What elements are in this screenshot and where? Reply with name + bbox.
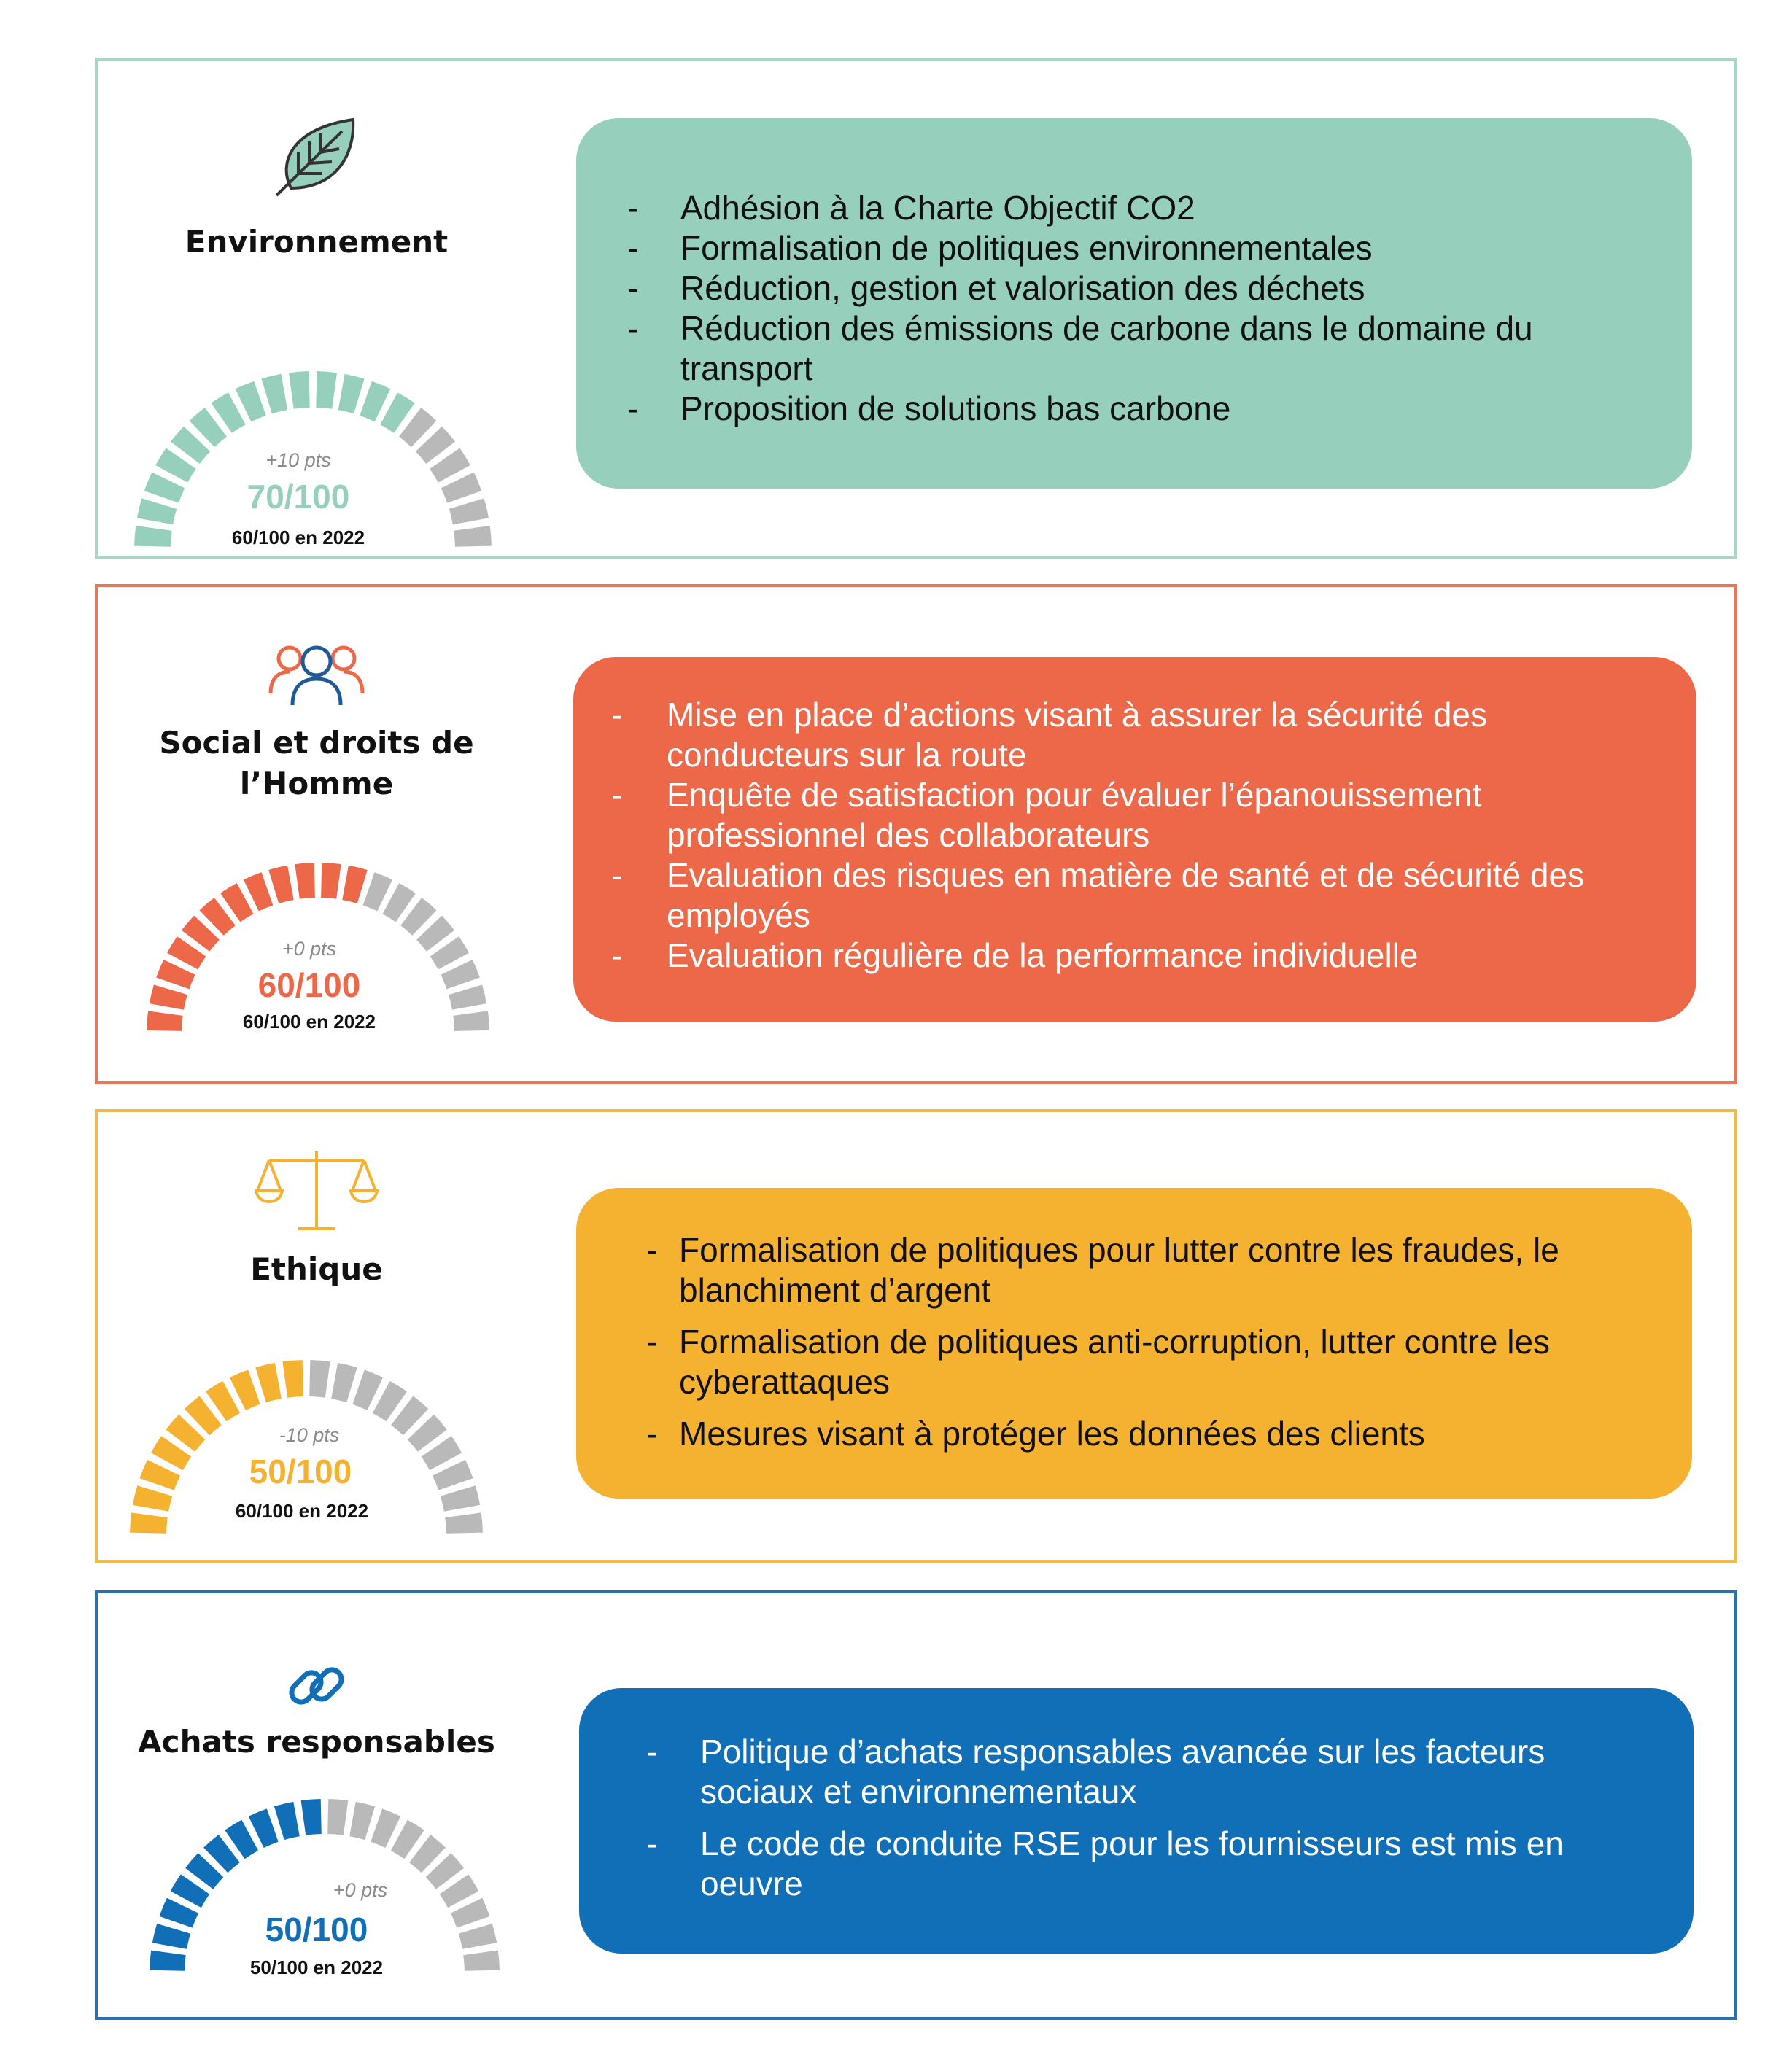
section-title [98, 222, 535, 263]
gauge-segment-filled [295, 863, 315, 899]
actions-panel [573, 657, 1696, 1022]
action-item: - Proposition de solutions bas carbone [627, 389, 1231, 427]
score-delta: -10 pts [279, 1424, 340, 1446]
actions-panel [576, 1188, 1692, 1499]
people-icon [262, 637, 371, 710]
section-summary [98, 587, 535, 1081]
section-summary [98, 61, 535, 556]
action-item: - Réduction des émissions de carbone dans le domaine du transport [627, 309, 1533, 387]
gauge-segment-filled [130, 1512, 168, 1533]
gauge-segment-empty [449, 984, 486, 1009]
gauge-segment-filled [289, 371, 310, 409]
action-item: - Formalisation de politiques environnementales [627, 229, 1373, 267]
section-card-achats [95, 1590, 1737, 2020]
scales-icon-wrap [98, 1147, 535, 1235]
section-title-line: Ethique [250, 1251, 383, 1287]
gauge-segment-empty [445, 1512, 483, 1533]
actions-panel [576, 118, 1692, 489]
gauge-segment-empty [327, 1799, 348, 1835]
gauge-segment-empty [454, 526, 492, 547]
action-item: - Formalisation de politiques pour lutter contre les fraudes, le blanchiment d’argent [646, 1231, 1559, 1309]
section-title [98, 723, 535, 804]
gauge-segment-empty [331, 1363, 357, 1402]
gauge-segment-filled [150, 984, 187, 1009]
score-value: 70/100 [247, 478, 350, 516]
score-delta: +0 pts [282, 938, 337, 960]
people-icon-wrap [98, 637, 535, 710]
gauge-segment-empty [463, 1951, 500, 1971]
section-card-environnement [95, 58, 1737, 559]
gauge-segment-empty [441, 1485, 480, 1512]
leaf-icon-wrap [98, 106, 535, 201]
action-item: - Politique d’achats responsables avancée sur les facteurs sociaux et environnementaux [646, 1733, 1545, 1811]
score-previous: 60/100 en 2022 [235, 1500, 369, 1522]
action-item: - Adhésion à la Charte Objectif CO2 [627, 189, 1195, 227]
action-item: - Mesures visant à protéger les données des clients [646, 1415, 1425, 1453]
gauge-segment-filled [268, 866, 293, 903]
gauge-segment-filled [261, 374, 287, 413]
gauge-segment-filled [342, 866, 367, 903]
gauge-segment-filled [152, 1924, 190, 1949]
action-item: - Le code de conduite RSE pour les fournisseurs est mis en oeuvre [646, 1824, 1564, 1902]
score-value: 60/100 [257, 966, 361, 1004]
gauge-segment-empty [309, 1360, 330, 1398]
gauge-segment-filled [301, 1799, 322, 1835]
chain-link-icon [284, 1653, 349, 1719]
actions-list [646, 1230, 1648, 1454]
gauge-segment-empty [459, 1924, 497, 1949]
section-title-line: l’Homme [239, 766, 394, 801]
chain-link-icon-wrap [98, 1653, 535, 1719]
score-gauge [98, 868, 535, 1057]
action-item: - Evaluation régulière de la performance individuelle [611, 936, 1419, 974]
section-summary [98, 1593, 535, 2017]
gauge-segment-filled [316, 371, 337, 409]
gauge-segment-filled [338, 374, 365, 413]
gauge-segment-filled [137, 498, 177, 524]
gauge-segment-filled [282, 1360, 303, 1398]
score-gauge [98, 368, 535, 557]
section-summary [98, 1112, 535, 1560]
gauge-segment-filled [147, 1011, 183, 1031]
gauge-segment-empty [449, 498, 489, 524]
section-title [98, 1249, 535, 1290]
scales-icon [255, 1147, 379, 1235]
score-delta: +10 pts [265, 449, 331, 471]
gauge-segment-empty [453, 1011, 489, 1031]
gauge-segment-filled [134, 526, 172, 547]
leaf-icon [269, 106, 364, 201]
section-title-line: Achats responsables [138, 1724, 495, 1760]
gauge-segment-empty [349, 1802, 375, 1840]
gauge-segment-filled [255, 1363, 282, 1402]
score-gauge [98, 1347, 535, 1545]
score-previous: 60/100 en 2022 [242, 1011, 376, 1033]
gauge-segment-filled [150, 1951, 186, 1971]
action-item: - Formalisation de politiques anti-corruption, lutter contre les cyberattaques [646, 1323, 1551, 1401]
actions-list [611, 695, 1653, 976]
score-previous: 60/100 en 2022 [231, 526, 365, 548]
score-value: 50/100 [249, 1453, 352, 1490]
score-delta: +0 pts [333, 1879, 388, 1901]
score-previous: 50/100 en 2022 [249, 1956, 384, 1978]
section-card-social [95, 584, 1737, 1084]
section-title [98, 1722, 535, 1762]
section-title-line: Social et droits de [159, 725, 474, 761]
actions-panel [579, 1688, 1694, 1954]
section-title-line: Environnement [185, 224, 449, 260]
gauge-segment-filled [133, 1485, 172, 1512]
action-item: - Mise en place d’actions visant à assurer la sécurité des conducteurs sur la route [611, 696, 1488, 774]
score-gauge [98, 1797, 535, 1981]
gauge-segment-filled [274, 1802, 300, 1840]
actions-list [627, 188, 1648, 429]
section-card-ethique [95, 1109, 1737, 1563]
action-item: - Enquête de satisfaction pour évaluer l’épanouissement professionnel des collaborateurs [611, 776, 1482, 854]
actions-list [646, 1732, 1650, 1904]
score-value: 50/100 [265, 1911, 368, 1948]
action-item: - Réduction, gestion et valorisation des déchets [627, 269, 1365, 307]
gauge-segment-filled [321, 863, 341, 899]
action-item: - Evaluation des risques en matière de santé et de sécurité des employés [611, 856, 1585, 934]
